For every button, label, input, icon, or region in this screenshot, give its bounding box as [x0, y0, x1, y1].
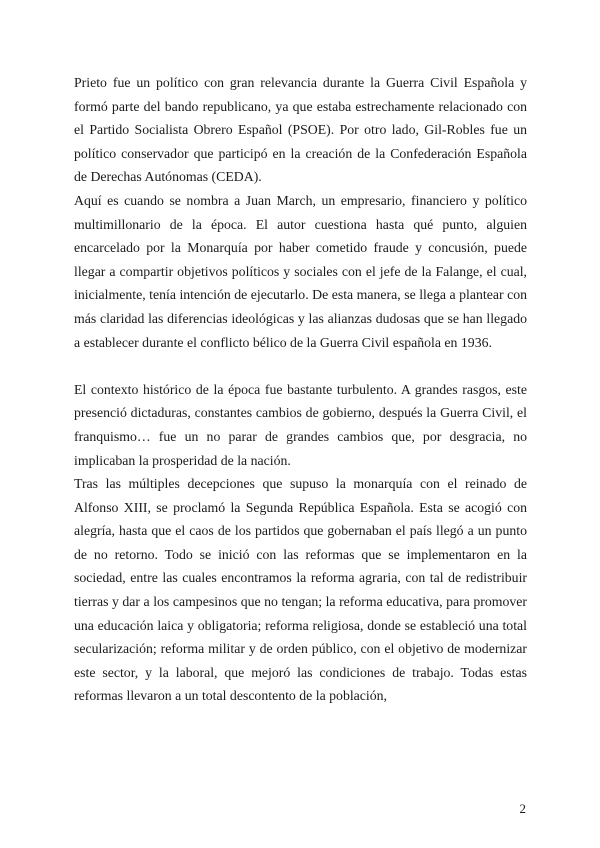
paragraph-juan-march: Aquí es cuando se nombra a Juan March, un empresario, financiero y político multimillonario de la época. El autor cuestiona hasta qué punto, alguien encarcelado por la Monarquía por haber cometido fraude y concusión, puede llegar a compartir objetivos políticos y sociales con el jefe de la Falange, el cual, inicialmente, tenía intención de ejecutarlo. De esta manera, se llega a plantear con más claridad las diferencias ideológicas y las alianzas dudosas que se han llegado a establecer durante el conflicto bélico de la Guerra Civil española en 1936.	[74, 192, 527, 350]
paragraph-prieto-gil-robles: Prieto fue un político con gran relevancia durante la Guerra Civil Española y formó parte del bando republicano, ya que estaba estrechamente relacionado con el Partido Socialista Obrero Español (PSOE). Por otro lado, Gil-Robles fue un político conservador que participó en la creación de la Confederación Española de Derechas Autónomas (CEDA).	[74, 75, 527, 185]
paragraph-second-republic: Tras las múltiples decepciones que supuso la monarquía con el reinado de Alfonso XIII, se proclamó la Segunda República Española. Esta se acogió con alegría, hasta que el caos de los partidos que gobernaban el país llegó a un punto de no retorno. Todo se inició con las reformas que se implementaron en la sociedad, entre las cuales encontramos la reforma agraria, con tal de redistribuir tierras y dar a los campesinos que no tengan; la reforma educativa, para promover una educación laica y obligatoria; reforma religiosa, donde se estableció una total secularización; reforma militar y de orden público, con el objetivo de modernizar este sector, y la laboral, que mejoró las condiciones de trabajo. Todas estas reformas llevaron a un total descontento de la población,	[74, 476, 527, 704]
paragraph-historical-context: El contexto histórico de la época fue bastante turbulento. A grandes rasgos, este presenció dictaduras, constantes cambios de gobierno, después la Guerra Civil, el franquismo… fue un no parar de grandes cambios que, por desgracia, no implicaban la prosperidad de la nación.	[74, 381, 527, 468]
page-number: 2	[519, 801, 526, 816]
body-text	[74, 71, 527, 708]
